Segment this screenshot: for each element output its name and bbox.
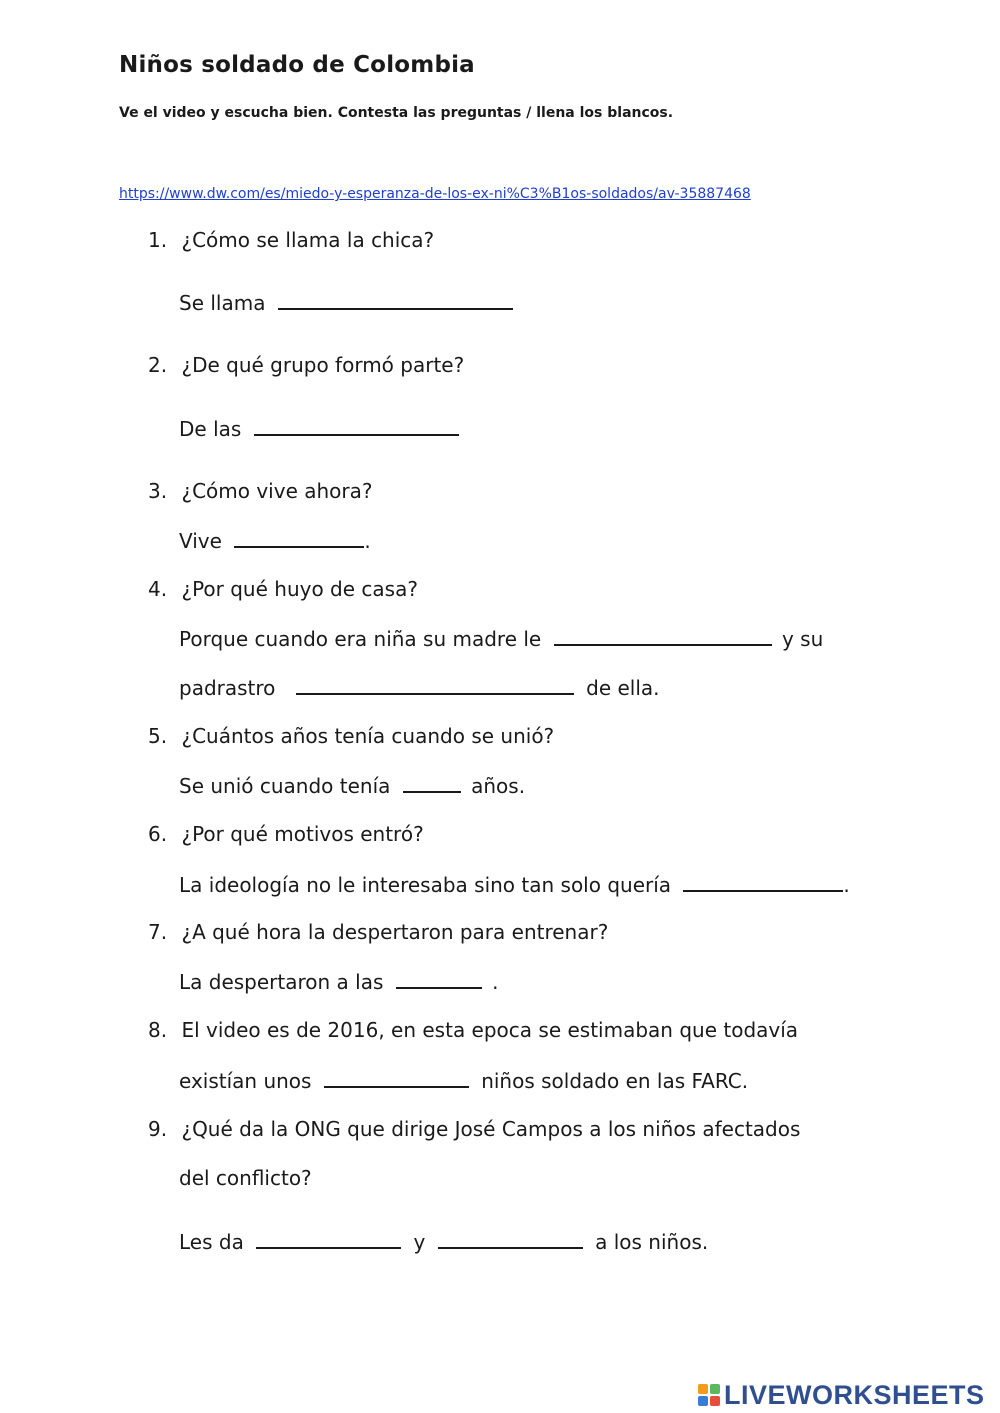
answer-blank[interactable]	[396, 969, 482, 989]
worksheet-instructions: Ve el video y escucha bien. Contesta las preguntas / llena los blancos.	[119, 105, 674, 121]
answer-blank[interactable]	[554, 626, 772, 646]
answer-text: existían unos	[179, 1069, 312, 1093]
logo-square-icon	[710, 1384, 720, 1394]
answer-text: Vive	[179, 529, 222, 553]
answer-blank[interactable]	[296, 675, 574, 695]
answer-blank[interactable]	[234, 528, 364, 548]
question-text: El video es de 2016, en esta epoca se estimaban que todavía	[181, 1018, 799, 1042]
question-number: 6.	[148, 822, 168, 846]
answer-blank[interactable]	[254, 416, 459, 436]
answer-blank[interactable]	[683, 872, 843, 892]
question-7	[148, 920, 608, 944]
question-4	[148, 577, 418, 601]
question-text: ¿Qué da la ONG que dirige José Campos a los niños afectados	[181, 1117, 801, 1141]
worksheet-title: Niños soldado de Colombia	[119, 52, 475, 78]
answer-text: y	[413, 1230, 426, 1254]
answer-text: .	[843, 873, 850, 897]
question-9-continued: del conflicto?	[179, 1166, 312, 1190]
question-text: ¿Por qué motivos entró?	[181, 822, 424, 846]
question-number: 8.	[148, 1018, 168, 1042]
answer-line-9	[179, 1229, 708, 1254]
question-number: 7.	[148, 920, 168, 944]
answer-text: La despertaron a las	[179, 970, 384, 994]
logo-mark-icon	[698, 1384, 720, 1406]
answer-line-8	[179, 1068, 748, 1093]
answer-line-4a	[179, 626, 823, 651]
answer-blank[interactable]	[256, 1229, 401, 1249]
answer-text: Se unió cuando tenía	[179, 774, 391, 798]
answer-text: padrastro	[179, 676, 276, 700]
answer-line-5	[179, 773, 525, 798]
answer-line-6	[179, 872, 850, 897]
question-text: ¿A qué hora la despertaron para entrenar?	[181, 920, 609, 944]
answer-text: De las	[179, 417, 242, 441]
question-number: 3.	[148, 479, 168, 503]
answer-text: .	[364, 529, 371, 553]
answer-line-1	[179, 290, 513, 315]
question-2	[148, 353, 464, 377]
answer-line-2	[179, 416, 459, 441]
answer-text: La ideología no le interesaba sino tan solo quería	[179, 873, 672, 897]
question-3	[148, 479, 373, 503]
answer-blank[interactable]	[438, 1229, 583, 1249]
question-number: 9.	[148, 1117, 168, 1141]
answer-line-7	[179, 969, 498, 994]
answer-text: a los niños.	[595, 1230, 709, 1254]
answer-text: y su	[781, 627, 824, 651]
answer-blank[interactable]	[278, 290, 513, 310]
answer-blank[interactable]	[324, 1068, 469, 1088]
question-number: 5.	[148, 724, 168, 748]
question-text: ¿De qué grupo formó parte?	[181, 353, 465, 377]
answer-line-4b	[179, 675, 660, 700]
question-number: 2.	[148, 353, 168, 377]
question-text: ¿Cómo se llama la chica?	[181, 228, 435, 252]
question-number: 1.	[148, 228, 168, 252]
question-text: ¿Por qué huyo de casa?	[181, 577, 418, 601]
logo-square-icon	[710, 1396, 720, 1406]
question-text: ¿Cuántos años tenía cuando se unió?	[181, 724, 555, 748]
question-number: 4.	[148, 577, 168, 601]
answer-text: años.	[471, 774, 526, 798]
answer-line-3	[179, 528, 371, 553]
answer-text: niños soldado en las FARC.	[481, 1069, 749, 1093]
question-text: ¿Cómo vive ahora?	[181, 479, 373, 503]
question-6	[148, 822, 424, 846]
answer-text: .	[492, 970, 499, 994]
question-8	[148, 1018, 798, 1042]
logo-square-icon	[698, 1396, 708, 1406]
logo-text: LIVEWORKSHEETS	[724, 1379, 985, 1410]
question-1	[148, 228, 434, 252]
answer-blank[interactable]	[403, 773, 461, 793]
video-link[interactable]: https://www.dw.com/es/miedo-y-esperanza-de-los-ex-ni%C3%B1os-soldados/av-35887468	[119, 186, 751, 202]
answer-text: Se llama	[179, 291, 266, 315]
answer-text: Porque cuando era niña su madre le	[179, 627, 542, 651]
logo-square-icon	[698, 1384, 708, 1394]
question-5	[148, 724, 554, 748]
answer-text: de ella.	[586, 676, 660, 700]
question-9	[148, 1117, 800, 1141]
answer-text: Les da	[179, 1230, 244, 1254]
liveworksheets-logo	[698, 1378, 985, 1412]
